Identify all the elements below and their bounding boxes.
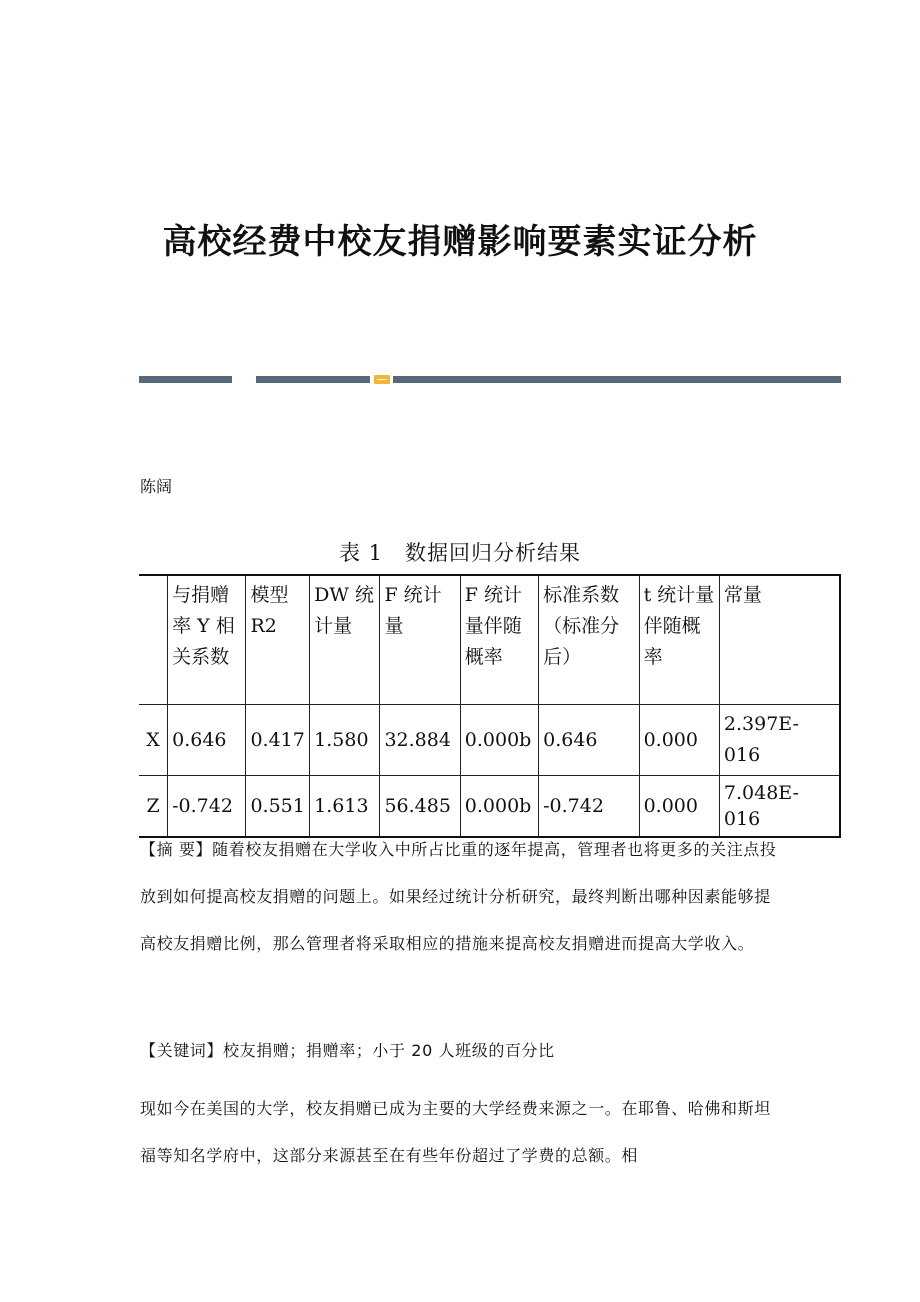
table-caption-text: 数据回归分析结果 (405, 541, 582, 565)
abstract-label: 【摘 要】 (140, 840, 213, 859)
table-row (139, 705, 840, 776)
table-row-label: X (139, 705, 168, 776)
table-caption (0, 537, 920, 567)
table-header-cell: 模型 R2 (246, 575, 310, 705)
keywords-paragraph (140, 1027, 780, 1074)
table-cell: -0.742 (539, 776, 639, 838)
keywords-text: 校友捐赠；捐赠率；小于 20 人班级的百分比 (223, 1041, 555, 1060)
title-divider (139, 375, 841, 384)
table-cell: 0.551 (246, 776, 310, 838)
table-cell: 0.417 (246, 705, 310, 776)
abstract-paragraph (140, 826, 780, 967)
abstract-text: 随着校友捐赠在大学收入中所占比重的逐年提高，管理者也将更多的关注点投放到如何提高校友捐赠的问题上。如果经过统计分析研究，最终判断出哪种因素能够提高校友捐赠比例，那么管理者将采取相应的措施来提高校友捐赠进而提高大学收入。 (140, 840, 777, 953)
divider-marker-icon (374, 375, 390, 384)
divider-segment-left (139, 376, 232, 383)
table-header-cell (139, 575, 168, 705)
table-cell: -0.742 (168, 776, 246, 838)
table-caption-number: 表 1 (338, 541, 384, 565)
table-cell: 0.646 (168, 705, 246, 776)
table-header-row (139, 575, 840, 705)
page-title: 高校经费中校友捐赠影响要素实证分析 (162, 222, 758, 262)
author-name: 陈阔 (140, 477, 173, 496)
table-header-cell: DW 统计量 (310, 575, 380, 705)
table-header-cell: 与捐赠率 Y 相关系数 (168, 575, 246, 705)
table-cell: 0.000 (639, 705, 719, 776)
table-header-cell: t 统计量伴随概率 (639, 575, 719, 705)
divider-segment-right (393, 376, 841, 383)
regression-table (139, 574, 841, 838)
table-cell: 0.646 (539, 705, 639, 776)
table-cell: 0.000b (460, 776, 538, 838)
table-cell: 1.613 (310, 776, 380, 838)
table-header-cell: 标准系数（标准分后） (539, 575, 639, 705)
table-cell: 7.048E-016 (719, 776, 840, 838)
table-header-cell: F 统计量伴随概率 (460, 575, 538, 705)
table-cell: 56.485 (380, 776, 460, 838)
divider-segment-mid (256, 376, 370, 383)
table-cell: 0.000 (639, 776, 719, 838)
table-cell: 0.000b (460, 705, 538, 776)
table-row-label: Z (139, 776, 168, 838)
table-cell: 32.884 (380, 705, 460, 776)
keywords-label: 【关键词】 (140, 1041, 224, 1060)
table-header-cell: F 统计量 (380, 575, 460, 705)
table-header-cell: 常量 (719, 575, 840, 705)
table-cell: 2.397E-016 (719, 705, 840, 776)
intro-paragraph: 现如今在美国的大学，校友捐赠已成为主要的大学经费来源之一。在耶鲁、哈佛和斯坦福等知名学府中，这部分来源甚至在有些年份超过了学费的总额。相 (140, 1099, 771, 1165)
table-cell: 1.580 (310, 705, 380, 776)
